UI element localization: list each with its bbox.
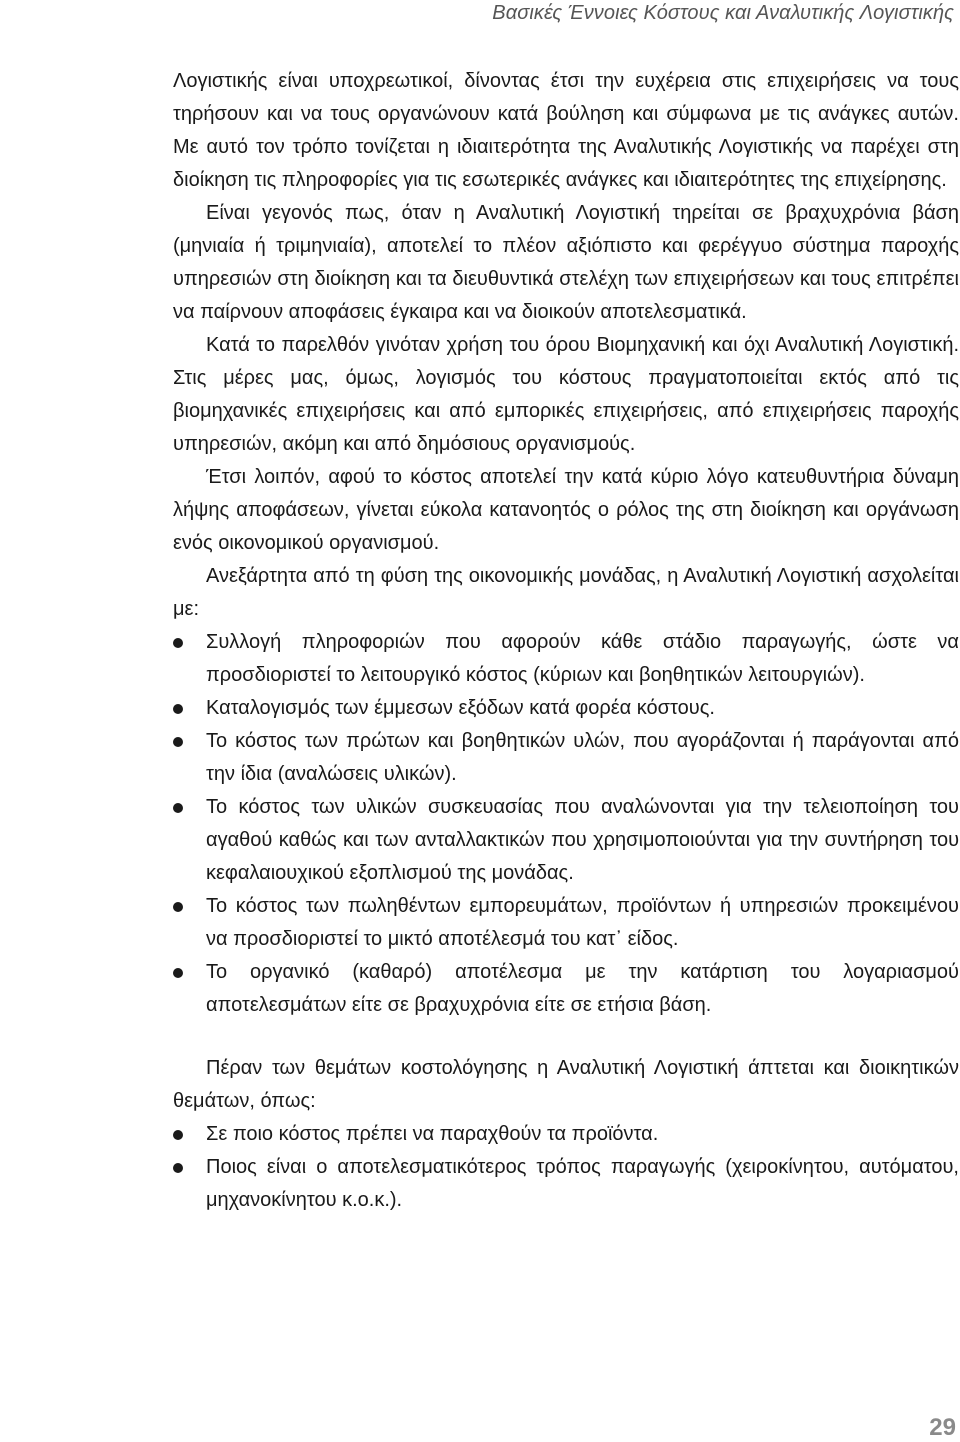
list-item-text: Το οργανικό (καθαρό) αποτέλεσμα με την κατάρτιση του λογαριασμού αποτελεσμάτων είτε σε βραχυχρόνια είτε σε ετήσια βάση. — [206, 961, 959, 1016]
bullet-list-responsibilities — [173, 626, 959, 1022]
list-item-text: Το κόστος των πωληθέντων εμπορευμάτων, προϊόντων ή υπηρεσιών προκειμένου να προσδιοριστεί το μικτό αποτέλεσμά του κατ᾽ είδος. — [206, 895, 959, 950]
bullet-icon — [173, 704, 183, 714]
list-item-text: Το κόστος των υλικών συσκευασίας που αναλώνονται για την τελειοποίηση του αγαθού καθώς και των ανταλλακτικών που χρησιμοποιούνται για την συντήρηση του κεφαλαιουχικού εξοπλισμού της μονάδας. — [206, 796, 959, 884]
bullet-icon — [173, 638, 183, 648]
bullet-icon — [173, 968, 183, 978]
bullet-icon — [173, 902, 183, 912]
list-item — [173, 626, 959, 692]
paragraph: Έτσι λοιπόν, αφού το κόστος αποτελεί την κατά κύριο λόγο κατευθυντήρια δύναμη λήψης αποφάσεων, γίνεται εύκολα κατανοητός ο ρόλος της στη διοίκηση και οργάνωση ενός οικονομικού οργανισμού. — [173, 466, 959, 554]
list-item-text: Καταλογισμός των έμμεσων εξόδων κατά φορέα κόστους. — [206, 697, 715, 719]
paragraph: Ανεξάρτητα από τη φύση της οικονομικής μονάδας, η Αναλυτική Λογιστική ασχολείται με: — [173, 565, 959, 620]
list-item-text: Το κόστος των πρώτων και βοηθητικών υλών, που αγοράζονται ή παράγονται από την ίδια (αναλώσεις υλικών). — [206, 730, 959, 785]
bullet-icon — [173, 1130, 183, 1140]
page-body — [173, 65, 959, 1217]
list-item — [173, 890, 959, 956]
bullet-icon — [173, 737, 183, 747]
list-item — [173, 791, 959, 890]
list-item — [173, 1118, 959, 1151]
list-item — [173, 1151, 959, 1217]
list-item — [173, 725, 959, 791]
list-item — [173, 692, 959, 725]
list-item-text: Ποιος είναι ο αποτελεσματικότερος τρόπος παραγωγής (χειροκίνητου, αυτόματου, μηχανοκίνητου κ.ο.κ.). — [206, 1156, 959, 1211]
bullet-list-management — [173, 1118, 959, 1217]
list-item-text: Σε ποιο κόστος πρέπει να παραχθούν τα προϊόντα. — [206, 1123, 659, 1145]
bullet-icon — [173, 1163, 183, 1173]
running-header: Βασικές Έννοιες Κόστους και Αναλυτικής Λογιστικής — [492, 2, 954, 24]
list-item — [173, 956, 959, 1022]
bullet-icon — [173, 803, 183, 813]
page-number: 29 — [929, 1414, 956, 1441]
paragraph: Πέραν των θεμάτων κοστολόγησης η Αναλυτική Λογιστική άπτεται και διοικητικών θεμάτων, όπως: — [173, 1057, 959, 1112]
paragraph: Κατά το παρελθόν γινόταν χρήση του όρου Βιομηχανική και όχι Αναλυτική Λογιστική. Στις μέρες μας, όμως, λογισμός του κόστους πραγματοποιείται εκτός από τις βιομηχανικές επιχειρήσεις και από εμπορικές επιχειρήσεις, από επιχειρήσεις παροχής υπηρεσιών, ακόμη και από δημόσιους οργανισμούς. — [173, 334, 959, 455]
section-spacer — [173, 1022, 959, 1052]
paragraph-continuation: Λογιστικής είναι υποχρεωτικοί, δίνοντας έτσι την ευχέρεια στις επιχειρήσεις να τους τηρήσουν και να τους οργανώνουν κατά βούληση και σύμφωνα με τις ανάγκες αυτών. Με αυτό τον τρόπο τονίζεται η ιδιαιτερότητα της Αναλυτικής Λογιστικής να παρέχει στη διοίκηση τις πληροφορίες για τις εσωτερικές ανάγκες και ιδιαιτερότητες της επιχείρησης. — [173, 70, 959, 191]
paragraph: Είναι γεγονός πως, όταν η Αναλυτική Λογιστική τηρείται σε βραχυχρόνια βάση (μηνιαία ή τριμηνιαία), αποτελεί το πλέον αξιόπιστο και φερέγγυο σύστημα παροχής υπηρεσιών στη διοίκηση και τα διευθυντικά στελέχη των επιχειρήσεων και τους επιτρέπει να παίρνουν αποφάσεις έγκαιρα και να διοικούν αποτελεσματικά. — [173, 202, 959, 323]
list-item-text: Συλλογή πληροφοριών που αφορούν κάθε στάδιο παραγωγής, ώστε να προσδιοριστεί το λειτουργικό κόστος (κύριων και βοηθητικών λειτουργιών). — [206, 631, 959, 686]
